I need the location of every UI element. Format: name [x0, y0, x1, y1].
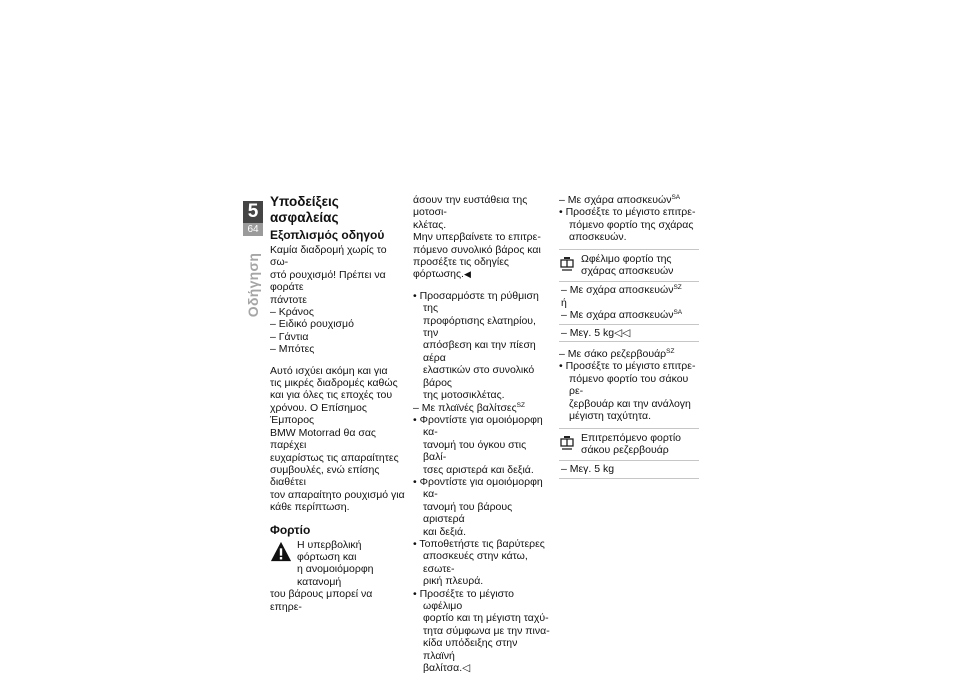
- intro-line: στό ρουχισμό! Πρέπει να φοράτε: [270, 268, 386, 294]
- table-row-value: – Μεγ. 5 kg◁◁: [561, 326, 631, 339]
- chapter-side-label: [236, 250, 270, 320]
- bullet-line: τανομή του βάρους αριστερά: [423, 500, 513, 526]
- bullet-line: απόσβεση και την πίεση αέρα: [423, 339, 536, 364]
- bullet-line: τητα σύμφωνα με την πινα-: [423, 624, 550, 637]
- bullet-line: πόμενο φορτίο του σάκου ρε-: [569, 372, 689, 398]
- bullet-line: βαλίτσα.: [423, 662, 463, 675]
- weight-load-icon: [559, 256, 575, 272]
- paragraph-line: συμβουλές, ενώ επίσης διαθέτει: [270, 463, 380, 489]
- bullet-line: μέγιστη ταχύτητα.: [569, 410, 651, 423]
- table-header-line: σάκου ρεζερβουάρ: [581, 443, 669, 456]
- bullet-line: ρική πλευρά.: [423, 575, 484, 588]
- paragraph-line: Αυτό ισχύει ακόμη και για: [270, 364, 388, 377]
- end-of-warning-mark: ◀: [463, 269, 471, 280]
- chapter-label-text: Οδήγηση: [245, 252, 261, 318]
- case-side-cases: – Με πλαϊνές βαλίτσες$^{SZ}$: [413, 401, 525, 414]
- rack-load-table: [559, 249, 699, 342]
- back-mark: ◁: [462, 662, 471, 675]
- warning-continued-line: κλέτας.: [413, 218, 447, 231]
- warning-continued-line: άσουν την ευστάθεια της μοτοσι-: [413, 194, 528, 219]
- warning-continued-line: πόμενο συνολικό βάρος και: [413, 243, 541, 256]
- bullet-line: αποσκευών.: [569, 231, 627, 244]
- table-row: – Με σχάρα αποσκευών$^{SZ}$ ή – Με σχάρα αποσκευών$^{SA}$: [559, 282, 699, 324]
- bullet-line: • Φροντίστε για ομοιόμορφη κα-: [413, 413, 543, 439]
- bullet-line: και δεξιά.: [423, 525, 466, 538]
- bullet-line: • Προσέξτε το μέγιστο επιτρε-: [559, 360, 696, 373]
- table-header: [559, 429, 699, 462]
- bullet-line: ελαστικών στο συνολικό βάρος: [423, 364, 535, 389]
- warning-block: [270, 539, 405, 613]
- bullet-line: • Προσαρμόστε τη ρύθμιση της: [413, 289, 539, 315]
- intro-line: Καμία διαδρομή χωρίς το σω-: [270, 244, 387, 269]
- warning-line: του βάρους μπορεί να επηρε-: [270, 588, 373, 613]
- paragraph-line: BMW Motorrad θα σας παρέχει: [270, 426, 376, 452]
- bullet-line: πόμενο φορτίο της σχάρας: [569, 218, 694, 231]
- bullet-line: τανομή του όγκου στις βαλί-: [423, 438, 527, 464]
- table-header-line: σχάρας αποσκευών: [581, 265, 674, 278]
- intro-line: πάντοτε: [270, 293, 307, 306]
- table-header-line: Ωφέλιμο φορτίο της: [581, 252, 672, 265]
- bullet-line: • Φροντίστε για ομοιόμορφη κα-: [413, 475, 543, 501]
- equipment-item-boots: – Μπότες: [270, 343, 315, 356]
- bullet-line: φορτίο και τη μέγιστη ταχύ-: [423, 612, 549, 625]
- bullet-line: ζερβουάρ και την ανάλογη: [569, 397, 691, 410]
- weight-load-icon: [559, 435, 575, 451]
- section-heading-rider-equipment: Εξοπλισμός οδηγού: [270, 228, 385, 242]
- page-title: Υποδείξεις ασφαλείας: [270, 194, 339, 225]
- case-luggage-rack: – Με σχάρα αποσκευών$^{SA}$: [559, 194, 681, 206]
- warning-continued-line: προσέξτε τις οδηγίες φόρτωσης.◀: [413, 256, 509, 281]
- bullet-line: • Τοποθετήστε τις βαρύτερες: [413, 537, 545, 550]
- bullet-line: αποσκευές στην κάτω, εσωτε-: [423, 550, 528, 575]
- back-mark: ◁◁: [614, 326, 631, 339]
- equipment-item-helmet: – Κράνος: [270, 306, 314, 319]
- column-1: [270, 194, 405, 613]
- bullet-line: κίδα υπόδειξης στην πλαϊνή: [423, 637, 518, 662]
- table-header-line: Επιτρεπόμενο φορτίο: [581, 431, 681, 444]
- section-heading-load: Φορτίο: [270, 522, 311, 537]
- paragraph-line: κάθε περίπτωση.: [270, 501, 350, 514]
- table-row-value: – Μεγ. 5 kg: [561, 463, 615, 476]
- paragraph-line: τις μικρές διαδρομές καθώς: [270, 377, 398, 390]
- bullet-line: • Προσέξτε το μέγιστο ωφέλιμο: [413, 587, 514, 612]
- paragraph-line: και για όλες τις εποχές του: [270, 389, 393, 402]
- warning-line: Η υπερβολική φόρτωση και: [297, 538, 362, 563]
- table-header: [559, 250, 699, 283]
- column-2: [413, 194, 550, 674]
- chapter-number-tab: 5: [243, 201, 263, 223]
- bullet-line: τσες αριστερά και δεξιά.: [423, 463, 534, 476]
- option-code-sz: SZ: [516, 401, 525, 409]
- warning-icon: [270, 541, 292, 563]
- column-3: [559, 194, 699, 483]
- warning-continued-line: Μην υπερβαίνετε το επιτρε-: [413, 231, 541, 244]
- bullet-line: • Προσέξτε το μέγιστο επιτρε-: [559, 206, 696, 219]
- tank-bag-load-table: [559, 428, 699, 479]
- equipment-item-gloves: – Γάντια: [270, 330, 309, 343]
- warning-line: η ανομοιόμορφη κατανομή: [297, 563, 374, 588]
- paragraph-line: ευχαρίστως τις απαραίτητες: [270, 451, 399, 464]
- option-code-sz: SZ: [666, 348, 675, 356]
- option-code-sa: SA: [671, 194, 681, 201]
- bullet-line: της μοτοσικλέτας.: [423, 389, 505, 402]
- case-tank-bag: – Με σάκο ρεζερβουάρ$^{SZ}$: [559, 348, 675, 361]
- equipment-item-clothing: – Ειδικό ρουχισμό: [270, 318, 354, 331]
- bullet-line: προφόρτισης ελατηρίου, την: [423, 314, 536, 340]
- paragraph-line: χρόνου. Ο Επίσημος Έμπορος: [270, 401, 367, 427]
- paragraph-line: τον απαραίτητο ρουχισμό για: [270, 488, 405, 501]
- page-number: 64: [243, 223, 263, 236]
